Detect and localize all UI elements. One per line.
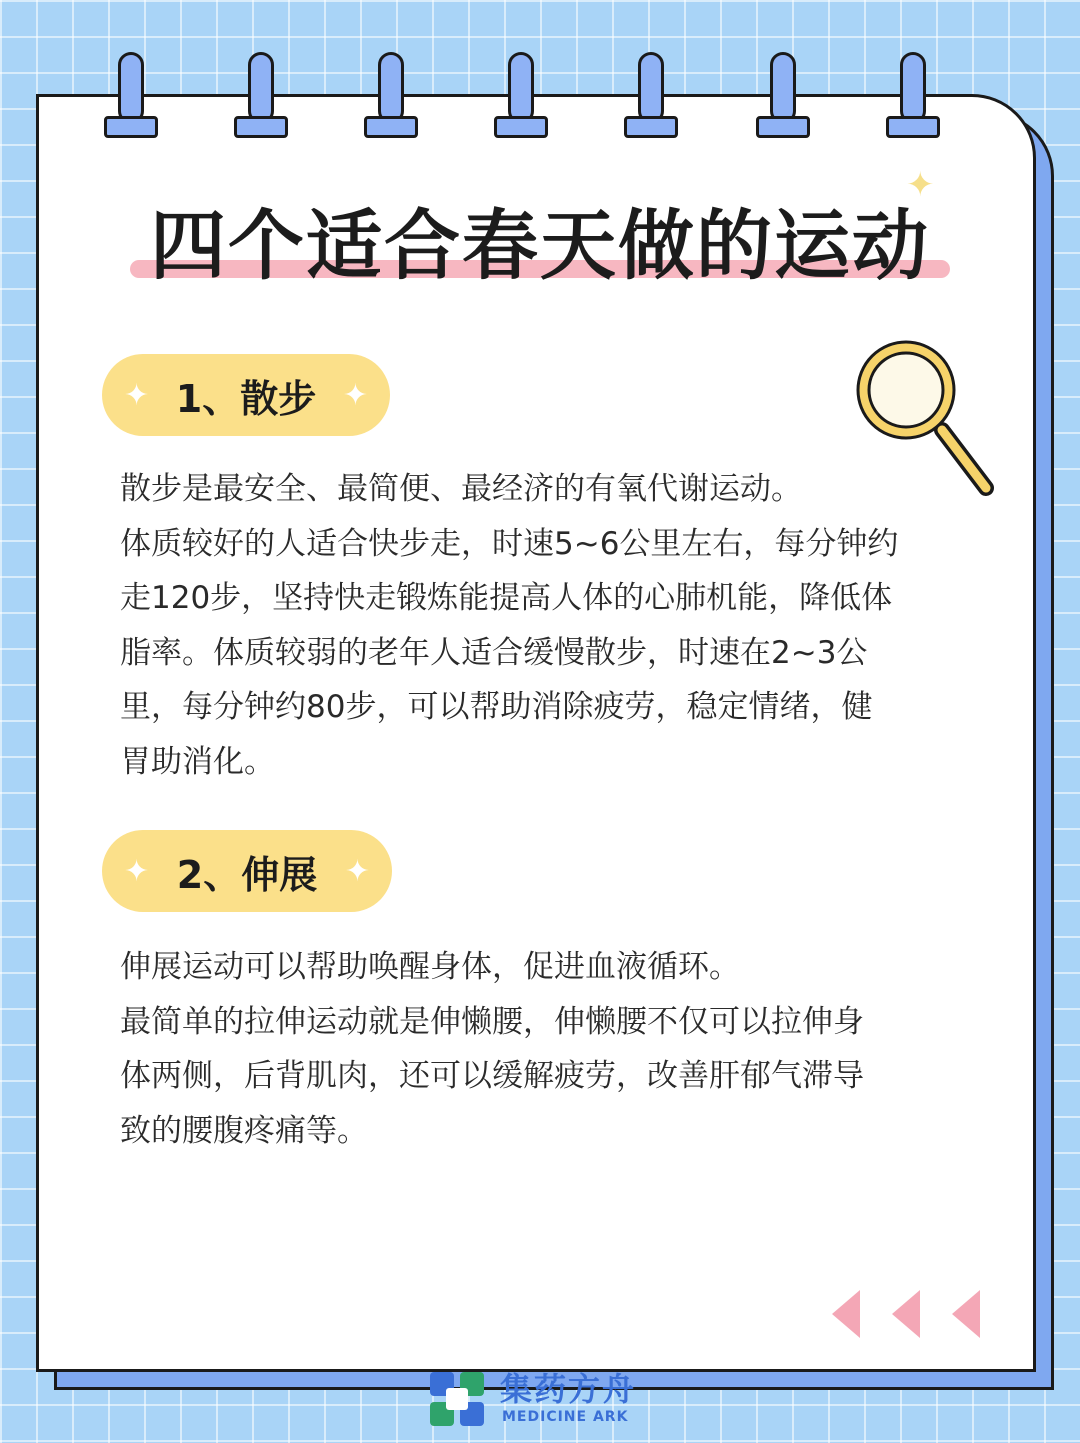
sparkle-icon: ✦	[344, 853, 370, 889]
body-line: 里，每分钟约80步，可以帮助消除疲劳，稳定情绪，健	[120, 689, 873, 726]
body-line: 致的腰腹疼痛等。	[120, 1112, 368, 1149]
sparkle-icon: ✦	[342, 377, 368, 413]
binder-ring	[624, 52, 678, 140]
binder-ring	[104, 52, 158, 140]
section-heading-stretch	[102, 830, 392, 912]
binder-ring	[756, 52, 810, 140]
binder-ring	[494, 52, 548, 140]
body-line: 伸展运动可以帮助唤醒身体，促进血液循环。	[120, 949, 740, 985]
body-line: 脂率。体质较弱的老年人适合缓慢散步，时速在2~3公	[120, 634, 868, 671]
body-line: 胃助消化。	[120, 743, 275, 780]
sparkle-icon: ✦	[124, 853, 150, 889]
left-arrows-icon	[828, 1286, 988, 1342]
body-line: 体质较好的人适合快步走，时速5~6公里左右，每分钟约	[120, 525, 899, 562]
binder-ring	[886, 52, 940, 140]
sparkle-icon: ✦	[124, 377, 150, 413]
body-line: 散步是最安全、最简便、最经济的有氧代谢运动。	[120, 471, 802, 507]
body-line: 体两侧，后背肌肉，还可以缓解疲劳，改善肝郁气滞导	[120, 1058, 864, 1095]
sparkle-icon: ✦	[906, 165, 935, 205]
logo-mark-icon	[428, 1370, 486, 1428]
binder-ring	[364, 52, 418, 140]
section-body-walk	[120, 462, 980, 790]
page-title: 四个适合春天做的运动	[150, 201, 930, 290]
title-block	[130, 196, 950, 296]
binder-ring	[234, 52, 288, 140]
logo-name-cn: 集药方舟	[500, 1370, 637, 1408]
brand-logo	[428, 1370, 668, 1434]
body-line: 走120步，坚持快走锻炼能提高人体的心肺机能，降低体	[120, 580, 893, 617]
section-heading-walk	[102, 354, 390, 436]
section-heading-label: 2、伸展	[176, 852, 318, 897]
logo-name-en: MEDICINE ARK	[502, 1409, 629, 1425]
body-line: 最简单的拉伸运动就是伸懒腰，伸懒腰不仅可以拉伸身	[120, 1003, 864, 1040]
section-body-stretch	[120, 940, 980, 1158]
section-heading-label: 1、散步	[175, 376, 317, 421]
